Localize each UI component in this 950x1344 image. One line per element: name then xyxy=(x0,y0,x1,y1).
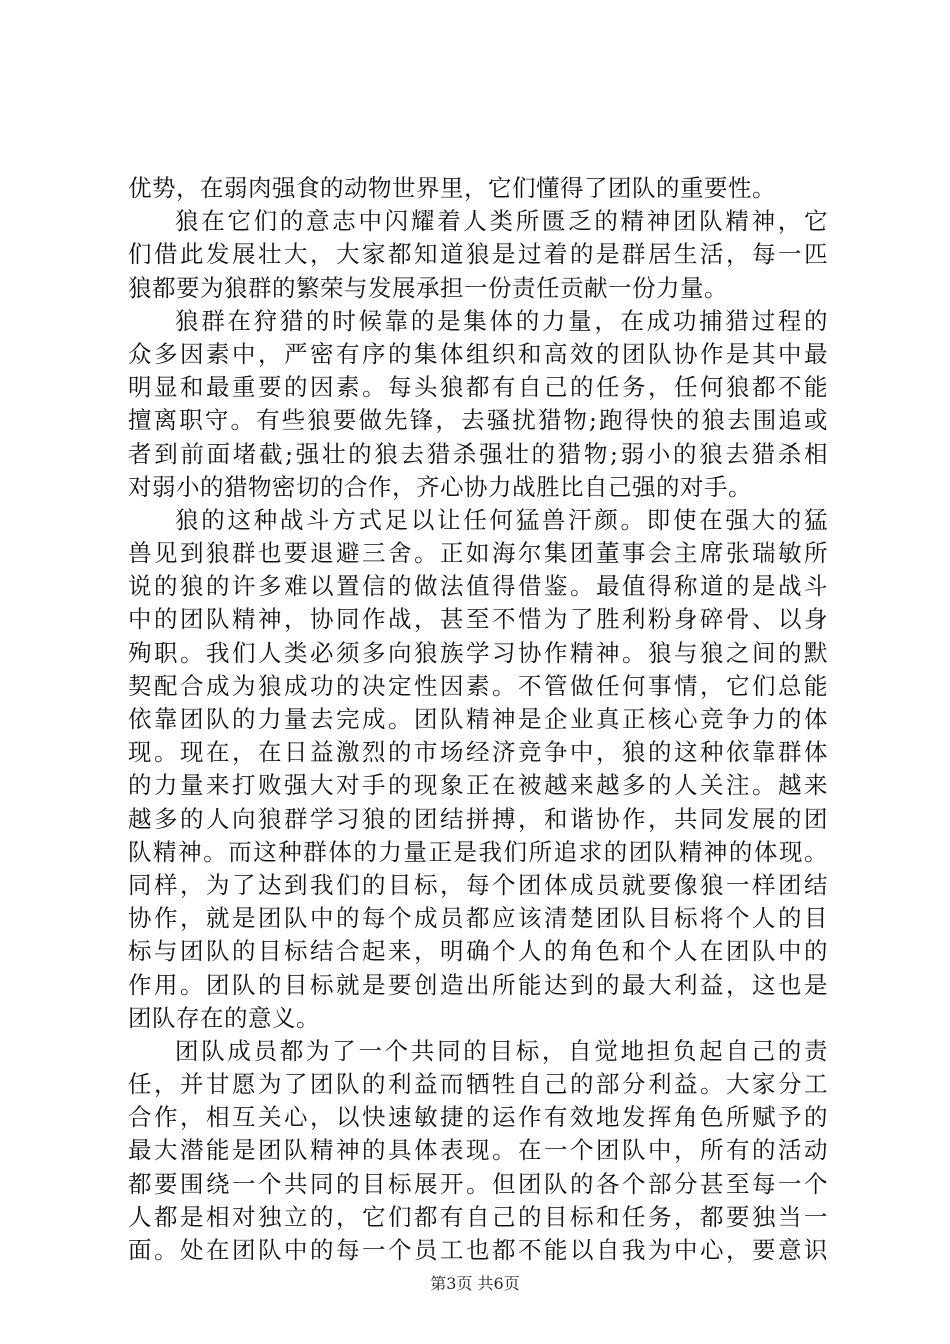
text-line: 狼群在狩猎的时候靠的是集体的力量，在成功捕猎过程的 xyxy=(175,306,828,335)
text-line: 众多因素中，严密有序的集体组织和高效的团队协作是其中最 xyxy=(128,339,828,368)
text-line: 协作，就是团队中的每个成员都应该清楚团队目标将个人的目 xyxy=(128,904,828,933)
text-line: 对弱小的猎物密切的合作，齐心协力战胜比自己强的对手。 xyxy=(128,472,752,501)
text-line: 殉职。我们人类必须多向狼族学习协作精神。狼与狼之间的默 xyxy=(128,638,828,667)
text-line: 狼都要为狼群的繁荣与发展承担一份责任贡献一份力量。 xyxy=(128,273,728,302)
text-line: 说的狼的许多难以置信的做法值得借鉴。最值得称道的是战斗 xyxy=(128,572,828,601)
text-line: 明显和最重要的因素。每头狼都有自己的任务，任何狼都不能 xyxy=(128,373,828,402)
text-line: 都要围绕一个共同的目标展开。但团队的各个部分甚至每一个 xyxy=(128,1169,828,1198)
text-line: 者到前面堵截;强壮的狼去猎杀强壮的猎物;弱小的狼去猎杀相 xyxy=(128,439,828,468)
text-line: 们借此发展壮大，大家都知道狼是过着的是群居生活，每一匹 xyxy=(128,240,828,269)
text-line: 标与团队的目标结合起来，明确个人的角色和个人在团队中的 xyxy=(128,937,828,966)
text-line: 同样，为了达到我们的目标，每个团体成员就要像狼一样团结 xyxy=(128,870,828,899)
text-line: 最大潜能是团队精神的具体表现。在一个团队中，所有的活动 xyxy=(128,1136,828,1165)
text-line: 擅离职守。有些狼要做先锋，去骚扰猎物;跑得快的狼去围追或 xyxy=(128,406,828,435)
text-line: 合作，相互关心，以快速敏捷的运作有效地发挥角色所赋予的 xyxy=(128,1103,828,1132)
text-line: 兽见到狼群也要退避三舍。正如海尔集团董事会主席张瑞敏所 xyxy=(128,539,828,568)
text-line: 团队成员都为了一个共同的目标，自觉地担负起自己的责 xyxy=(175,1036,828,1065)
text-line: 越多的人向狼群学习狼的团结拼搏，和谐协作，共同发展的团 xyxy=(128,804,828,833)
text-line: 狼的这种战斗方式足以让任何猛兽汗颜。即使在强大的猛 xyxy=(175,505,828,534)
text-line: 任，并甘愿为了团队的利益而牺牲自己的部分利益。大家分工 xyxy=(128,1070,828,1099)
text-line: 中的团队精神，协同作战，甚至不惜为了胜利粉身碎骨、以身 xyxy=(128,605,828,634)
text-line: 人都是相对独立的，它们都有自己的目标和任务，都要独当一 xyxy=(128,1202,828,1231)
text-line: 的力量来打败强大对手的现象正在被越来越多的人关注。越来 xyxy=(128,771,828,800)
text-line: 面。处在团队中的每一个员工也都不能以自我为中心，要意识 xyxy=(128,1236,828,1264)
text-line: 作用。团队的目标就是要创造出所能达到的最大利益，这也是 xyxy=(128,970,828,999)
text-line: 契配合成为狼成功的决定性因素。不管做任何事情，它们总能 xyxy=(128,671,828,700)
text-line: 狼在它们的意志中闪耀着人类所匮乏的精神团队精神，它 xyxy=(175,207,828,236)
text-line: 优势，在弱肉强食的动物世界里，它们懂得了团队的重要性。 xyxy=(128,174,776,202)
text-line: 现。现在，在日益激烈的市场经济竞争中，狼的这种依靠群体 xyxy=(128,738,828,767)
text-line: 团队存在的意义。 xyxy=(128,1003,320,1032)
page-number-footer: 第3页 共6页 xyxy=(430,1274,520,1293)
text-line: 队精神。而这种群体的力量正是我们所追求的团队精神的体现。 xyxy=(128,837,828,866)
text-line: 依靠团队的力量去完成。团队精神是企业真正核心竞争力的体 xyxy=(128,705,828,733)
document-body xyxy=(128,172,828,1267)
